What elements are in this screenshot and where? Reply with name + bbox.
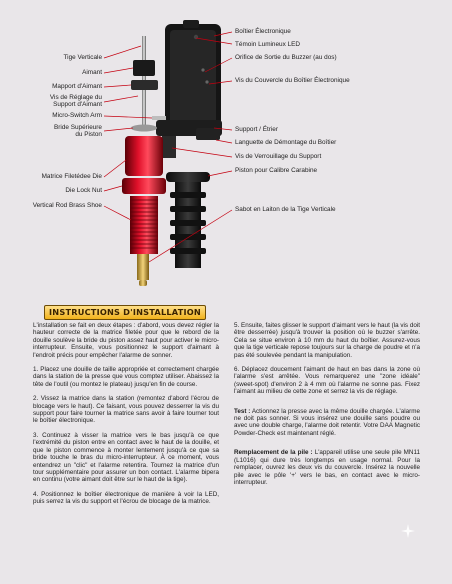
piston-flange (131, 125, 157, 132)
magnet-holder (131, 80, 158, 90)
paragraph-step-6: 6. Déplacez doucement l'aimant de haut en bas dans la zone où l'alarme s'est arrêtée. Vous remarquerez une "zone idéale" (sweet-spot) d'environ 2 à 4 mm où l'alarme ne sonne pas. Fixez l'aimant au milieu de cette zone et serrez la vis de réglage. (234, 366, 420, 396)
paragraph-step-4: 4. Positionnez le boîtier électronique de manière à voir la LED, puis serrez la vis du support et l'écrou de blocage de la matrice. (33, 490, 219, 506)
instructions-left-column (33, 322, 219, 513)
micro-switch-arm (152, 116, 166, 120)
label-magnet-holder: Mapport d'Aimant (52, 83, 102, 90)
bracket (156, 120, 222, 158)
label-release-tab: Languette de Démontage du Boîtier (235, 139, 337, 146)
label-brass-shoe-fr: Sabot en Laiton de la Tige Verticale (235, 206, 336, 213)
label-rifle-piston: Piston pour Calibre Carabine (235, 167, 318, 174)
label-bracket: Support / Étrier (235, 126, 278, 133)
instructions-right-column (234, 322, 420, 493)
label-cover-screw: Vis du Couvercle du Boîtier Électronique (235, 77, 350, 84)
label-adjust-screw-1: Vis de Réglage du (49, 94, 102, 101)
test-text: Actionnez la presse avec la même douille chargée. L'alarme ne doit pas sonner. Si vous insérez une douille sans poudre ou avec une double charge, l'alarme doit retentir. Votre DAA Magnetic Powder-Check est maintenant réglé. (234, 407, 420, 437)
label-die-lock-nut: Die Lock Nut (65, 187, 102, 194)
label-led: Témoin Lumineux LED (235, 41, 301, 48)
label-magnet: Aimant (82, 69, 102, 76)
label-vertical-rod: Tige Verticale (63, 54, 102, 61)
battery-text: L'appareil utilise une seule pile MN11 (L1016) qui dure très longtemps en usage normal. Pour la remplacer, ouvrez les deux vis du couvercle. Insérez la nouvelle pile avec le pôle '+' vers le bas, en contact avec le micro-interrupteur. (234, 449, 420, 486)
label-adjust-screw-2: Support d'Aimant (53, 101, 102, 108)
paragraph-step-1: 1. Placez une douille de taille appropriée et correctement chargée dans la station de la presse que vous comptez utiliser. Abaissez la tête de l'outil (ou montez le plateau) jusqu'en fin de course. (33, 366, 219, 388)
magnet (133, 60, 155, 76)
label-flange-1: Bride Supérieure (54, 124, 102, 131)
label-buzzer: Orifice de Sortie du Buzzer (au dos) (235, 54, 337, 61)
label-threaded-die: Matrice Filetédee Die (41, 173, 102, 180)
label-brass-shoe: Vertical Rod Brass Shoe (32, 202, 102, 209)
label-electronic-box: Boîtier Électronique (235, 28, 291, 35)
sparkle-icon (401, 524, 415, 538)
electronic-box (165, 20, 221, 134)
paragraph-step-5: 5. Ensuite, faites glisser le support d'aimant vers le haut (la vis doit être desserrée) jusqu'à trouver la position où le buzzer s'arrête. Cela se situe environ à 10 mm du haut du boîtier. Assurez-vous que la tige verticale repose toujours sur la charge de poudre et n'a pas été soulevée pendant la manipulation. (234, 322, 420, 359)
battery-label: Remplacement de la pile : (234, 449, 313, 457)
instructions-title: INSTRUCTIONS D'INSTALLATION (44, 305, 206, 320)
paragraph-test (234, 408, 420, 438)
paragraph-battery (234, 449, 420, 486)
paragraph-intro: L'installation se fait en deux étapes : d'abord, vous devez régler la hauteur correcte de la matrice filetée pour que le rebord de la douille soulève la bride du piston assez haut pour activer le micro-interrupteur. Ensuite, vous positionnez le support d'aimant à l'endroit précis pour empêcher l'alarme de sonner. (33, 322, 219, 359)
paragraph-step-2: 2. Vissez la matrice dans la station (remontez d'abord l'écrou de blocage vers le haut). Ce faisant, vous pouvez desserrer la vis du support pour faire tourner la matrice sans avoir à faire tourner tout le boîtier électronique. (33, 395, 219, 425)
brass-shoe (137, 254, 149, 280)
die-lock-nut (122, 178, 166, 194)
rifle-piston (166, 172, 210, 268)
test-label: Test : (234, 407, 251, 415)
threaded-die (122, 136, 166, 254)
label-lock-screw: Vis de Verrouillage du Support (235, 153, 322, 160)
paragraph-step-3: 3. Continuez à visser la matrice vers le bas jusqu'à ce que l'extrémité du piston entre en contact avec le haut de la douille, et que le piston commence à monter lentement jusqu'à ce que sa bride touche le bras du micro-interrupteur. À ce moment, vous entendrez un "clic" et l'alarme retentira. Tournez la matrice d'un tour supplémentaire pour assurer un bon contact. L'alarme bipera en continu (votre aimant doit être sur le haut de la tige). (33, 431, 219, 484)
label-flange-2: du Piston (75, 131, 102, 138)
label-micro-switch: Micro-Switch Arm (52, 112, 102, 119)
